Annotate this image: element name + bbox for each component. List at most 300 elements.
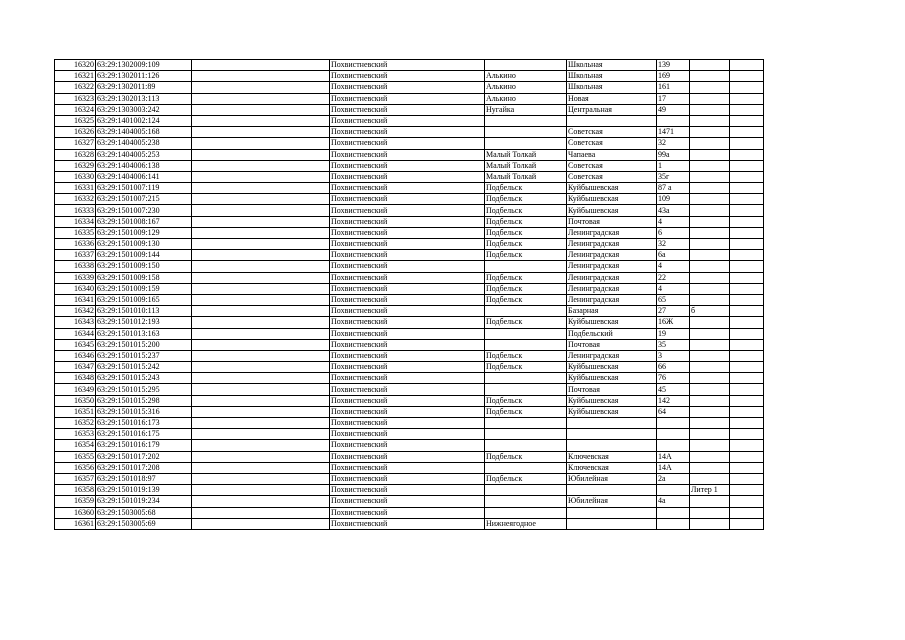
table-row	[55, 485, 764, 496]
row-number-cell: 16357	[55, 473, 96, 484]
empty-cell	[192, 82, 330, 93]
cadastral-number-cell: 63:29:1302011:89	[96, 82, 192, 93]
row-number-cell: 16340	[55, 283, 96, 294]
table-row	[55, 350, 764, 361]
house-cell	[657, 440, 690, 451]
table-row	[55, 418, 764, 429]
district-cell: Похвистневский	[330, 216, 485, 227]
row-number-cell: 16348	[55, 373, 96, 384]
street-cell: Ленинградская	[567, 294, 657, 305]
empty-cell-end	[730, 261, 764, 272]
house-cell: 139	[657, 60, 690, 71]
cadastral-number-cell: 63:29:1501016:175	[96, 429, 192, 440]
row-number-cell: 16328	[55, 149, 96, 160]
locality-cell: Подбельск	[485, 317, 567, 328]
district-cell: Похвистневский	[330, 127, 485, 138]
house-cell: 161	[657, 82, 690, 93]
house-cell: 4	[657, 261, 690, 272]
cadastral-number-cell: 63:29:1501009:159	[96, 283, 192, 294]
extra-cell	[690, 127, 730, 138]
table-row	[55, 429, 764, 440]
empty-cell	[192, 205, 330, 216]
row-number-cell: 16359	[55, 496, 96, 507]
cadastral-number-cell: 63:29:1404005:238	[96, 138, 192, 149]
locality-cell: Подбельск	[485, 250, 567, 261]
extra-cell	[690, 462, 730, 473]
empty-cell-end	[730, 339, 764, 350]
row-number-cell: 16337	[55, 250, 96, 261]
district-cell: Похвистневский	[330, 239, 485, 250]
empty-cell	[192, 373, 330, 384]
extra-cell	[690, 317, 730, 328]
street-cell: Почтовая	[567, 384, 657, 395]
locality-cell: Нугайка	[485, 104, 567, 115]
house-cell: 99а	[657, 149, 690, 160]
house-cell: 87 а	[657, 183, 690, 194]
empty-cell	[192, 216, 330, 227]
locality-cell	[485, 418, 567, 429]
extra-cell	[690, 384, 730, 395]
house-cell: 109	[657, 194, 690, 205]
table-row	[55, 339, 764, 350]
empty-cell-end	[730, 82, 764, 93]
house-cell: 22	[657, 272, 690, 283]
empty-cell-end	[730, 227, 764, 238]
street-cell: Почтовая	[567, 339, 657, 350]
district-cell: Похвистневский	[330, 306, 485, 317]
extra-cell	[690, 272, 730, 283]
extra-cell	[690, 138, 730, 149]
house-cell: 19	[657, 328, 690, 339]
district-cell: Похвистневский	[330, 373, 485, 384]
locality-cell: Подбельск	[485, 283, 567, 294]
extra-cell	[690, 283, 730, 294]
house-cell	[657, 518, 690, 529]
empty-cell-end	[730, 317, 764, 328]
empty-cell	[192, 496, 330, 507]
empty-cell	[192, 227, 330, 238]
extra-cell	[690, 60, 730, 71]
extra-cell	[690, 294, 730, 305]
house-cell: 66	[657, 362, 690, 373]
locality-cell: Подбельск	[485, 216, 567, 227]
row-number-cell: 16361	[55, 518, 96, 529]
district-cell: Похвистневский	[330, 518, 485, 529]
house-cell: 49	[657, 104, 690, 115]
locality-cell: Подбельск	[485, 362, 567, 373]
street-cell: Школьная	[567, 60, 657, 71]
house-cell: 65	[657, 294, 690, 305]
empty-cell	[192, 71, 330, 82]
cadastral-number-cell: 63:29:1501007:230	[96, 205, 192, 216]
locality-cell: Подбельск	[485, 194, 567, 205]
extra-cell	[690, 328, 730, 339]
street-cell	[567, 485, 657, 496]
row-number-cell: 16352	[55, 418, 96, 429]
empty-cell	[192, 485, 330, 496]
row-number-cell: 16325	[55, 115, 96, 126]
house-cell: 4	[657, 216, 690, 227]
street-cell: Куйбышевская	[567, 373, 657, 384]
empty-cell	[192, 473, 330, 484]
district-cell: Похвистневский	[330, 261, 485, 272]
cadastral-number-cell: 63:29:1501016:173	[96, 418, 192, 429]
house-cell: 169	[657, 71, 690, 82]
row-number-cell: 16320	[55, 60, 96, 71]
empty-cell	[192, 451, 330, 462]
table-row	[55, 317, 764, 328]
extra-cell	[690, 429, 730, 440]
house-cell: 27	[657, 306, 690, 317]
extra-cell	[690, 440, 730, 451]
street-cell: Куйбышевская	[567, 362, 657, 373]
district-cell: Похвистневский	[330, 406, 485, 417]
table-row	[55, 518, 764, 529]
empty-cell	[192, 149, 330, 160]
table-row	[55, 261, 764, 272]
district-cell: Похвистневский	[330, 250, 485, 261]
district-cell: Похвистневский	[330, 93, 485, 104]
extra-cell	[690, 507, 730, 518]
empty-cell-end	[730, 127, 764, 138]
cadastral-number-cell: 63:29:1404005:168	[96, 127, 192, 138]
cadastral-number-cell: 63:29:1501007:215	[96, 194, 192, 205]
locality-cell	[485, 384, 567, 395]
empty-cell-end	[730, 272, 764, 283]
extra-cell	[690, 418, 730, 429]
locality-cell	[485, 261, 567, 272]
locality-cell: Алькино	[485, 82, 567, 93]
district-cell: Похвистневский	[330, 507, 485, 518]
table-row	[55, 104, 764, 115]
table-row	[55, 294, 764, 305]
cadastral-number-cell: 63:29:1501019:139	[96, 485, 192, 496]
house-cell: 6	[657, 227, 690, 238]
empty-cell-end	[730, 60, 764, 71]
district-cell: Похвистневский	[330, 82, 485, 93]
street-cell: Ленинградская	[567, 272, 657, 283]
row-number-cell: 16347	[55, 362, 96, 373]
empty-cell	[192, 93, 330, 104]
empty-cell-end	[730, 518, 764, 529]
house-cell: 43а	[657, 205, 690, 216]
extra-cell	[690, 71, 730, 82]
cadastral-number-cell: 63:29:1501015:295	[96, 384, 192, 395]
empty-cell	[192, 518, 330, 529]
empty-cell-end	[730, 250, 764, 261]
district-cell: Похвистневский	[330, 339, 485, 350]
extra-cell	[690, 104, 730, 115]
locality-cell	[485, 496, 567, 507]
empty-cell-end	[730, 418, 764, 429]
cadastral-number-cell: 63:29:1501015:243	[96, 373, 192, 384]
street-cell: Ключевская	[567, 462, 657, 473]
district-cell: Похвистневский	[330, 395, 485, 406]
locality-cell: Подбельск	[485, 473, 567, 484]
row-number-cell: 16343	[55, 317, 96, 328]
row-number-cell: 16356	[55, 462, 96, 473]
district-cell: Похвистневский	[330, 294, 485, 305]
street-cell	[567, 518, 657, 529]
locality-cell: Подбельск	[485, 239, 567, 250]
empty-cell-end	[730, 350, 764, 361]
house-cell: 1	[657, 160, 690, 171]
street-cell: Советская	[567, 127, 657, 138]
street-cell: Куйбышевская	[567, 194, 657, 205]
house-cell: 4а	[657, 496, 690, 507]
empty-cell	[192, 350, 330, 361]
empty-cell	[192, 306, 330, 317]
empty-cell-end	[730, 384, 764, 395]
row-number-cell: 16329	[55, 160, 96, 171]
locality-cell: Нижнеягодное	[485, 518, 567, 529]
street-cell: Чапаева	[567, 149, 657, 160]
house-cell: 4	[657, 283, 690, 294]
locality-cell: Малый Толкай	[485, 171, 567, 182]
locality-cell	[485, 373, 567, 384]
empty-cell	[192, 239, 330, 250]
locality-cell: Малый Толкай	[485, 149, 567, 160]
cadastral-number-cell: 63:29:1501009:165	[96, 294, 192, 305]
locality-cell: Подбельск	[485, 205, 567, 216]
street-cell: Советская	[567, 138, 657, 149]
empty-cell-end	[730, 451, 764, 462]
empty-cell-end	[730, 294, 764, 305]
street-cell	[567, 440, 657, 451]
street-cell: Ленинградская	[567, 261, 657, 272]
table-row	[55, 373, 764, 384]
extra-cell	[690, 473, 730, 484]
cadastral-number-cell: 63:29:1501017:208	[96, 462, 192, 473]
extra-cell: б	[690, 306, 730, 317]
table-row	[55, 250, 764, 261]
house-cell: 76	[657, 373, 690, 384]
district-cell: Похвистневский	[330, 384, 485, 395]
row-number-cell: 16339	[55, 272, 96, 283]
street-cell: Советская	[567, 171, 657, 182]
empty-cell-end	[730, 462, 764, 473]
cadastral-number-cell: 63:29:1501015:316	[96, 406, 192, 417]
cadastral-number-cell: 63:29:1302011:126	[96, 71, 192, 82]
empty-cell-end	[730, 160, 764, 171]
cadastral-number-cell: 63:29:1503005:68	[96, 507, 192, 518]
extra-cell	[690, 451, 730, 462]
locality-cell	[485, 507, 567, 518]
house-cell	[657, 418, 690, 429]
cadastral-number-cell: 63:29:1501015:200	[96, 339, 192, 350]
district-cell: Похвистневский	[330, 451, 485, 462]
row-number-cell: 16358	[55, 485, 96, 496]
row-number-cell: 16360	[55, 507, 96, 518]
empty-cell-end	[730, 362, 764, 373]
street-cell: Советская	[567, 160, 657, 171]
empty-cell-end	[730, 328, 764, 339]
house-cell: 35	[657, 339, 690, 350]
extra-cell	[690, 183, 730, 194]
empty-cell-end	[730, 171, 764, 182]
extra-cell	[690, 518, 730, 529]
empty-cell	[192, 339, 330, 350]
cadastral-number-cell: 63:29:1501012:193	[96, 317, 192, 328]
extra-cell	[690, 149, 730, 160]
cadastral-number-cell: 63:29:1501009:150	[96, 261, 192, 272]
house-cell: 35г	[657, 171, 690, 182]
locality-cell: Подбельск	[485, 395, 567, 406]
street-cell: Юбилейная	[567, 473, 657, 484]
cadastral-number-cell: 63:29:1303003:242	[96, 104, 192, 115]
street-cell: Подбельский	[567, 328, 657, 339]
cadastral-number-cell: 63:29:1501018:97	[96, 473, 192, 484]
empty-cell-end	[730, 507, 764, 518]
locality-cell	[485, 462, 567, 473]
district-cell: Похвистневский	[330, 227, 485, 238]
locality-cell	[485, 429, 567, 440]
table-row	[55, 60, 764, 71]
extra-cell	[690, 82, 730, 93]
locality-cell: Подбельск	[485, 272, 567, 283]
data-table	[54, 59, 764, 530]
extra-cell	[690, 239, 730, 250]
extra-cell	[690, 250, 730, 261]
district-cell: Похвистневский	[330, 473, 485, 484]
cadastral-number-cell: 63:29:1404006:138	[96, 160, 192, 171]
empty-cell-end	[730, 429, 764, 440]
empty-cell	[192, 440, 330, 451]
district-cell: Похвистневский	[330, 71, 485, 82]
empty-cell-end	[730, 395, 764, 406]
district-cell: Похвистневский	[330, 283, 485, 294]
empty-cell-end	[730, 473, 764, 484]
empty-cell	[192, 160, 330, 171]
house-cell: 1471	[657, 127, 690, 138]
district-cell: Похвистневский	[330, 429, 485, 440]
empty-cell-end	[730, 283, 764, 294]
extra-cell	[690, 171, 730, 182]
street-cell: Ленинградская	[567, 227, 657, 238]
district-cell: Похвистневский	[330, 60, 485, 71]
cadastral-number-cell: 63:29:1501015:298	[96, 395, 192, 406]
empty-cell	[192, 250, 330, 261]
empty-cell	[192, 183, 330, 194]
district-cell: Похвистневский	[330, 138, 485, 149]
empty-cell	[192, 194, 330, 205]
locality-cell: Алькино	[485, 71, 567, 82]
table-row	[55, 239, 764, 250]
locality-cell: Подбельск	[485, 183, 567, 194]
empty-cell	[192, 272, 330, 283]
district-cell: Похвистневский	[330, 104, 485, 115]
street-cell: Школьная	[567, 71, 657, 82]
street-cell: Юбилейная	[567, 496, 657, 507]
empty-cell-end	[730, 71, 764, 82]
house-cell: 16Ж	[657, 317, 690, 328]
empty-cell	[192, 115, 330, 126]
row-number-cell: 16324	[55, 104, 96, 115]
empty-cell	[192, 362, 330, 373]
house-cell: 32	[657, 239, 690, 250]
house-cell	[657, 429, 690, 440]
district-cell: Похвистневский	[330, 149, 485, 160]
empty-cell	[192, 418, 330, 429]
extra-cell	[690, 373, 730, 384]
extra-cell	[690, 406, 730, 417]
house-cell	[657, 507, 690, 518]
locality-cell: Подбельск	[485, 227, 567, 238]
empty-cell	[192, 60, 330, 71]
table-row	[55, 473, 764, 484]
extra-cell	[690, 395, 730, 406]
table-row	[55, 171, 764, 182]
cadastral-number-cell: 63:29:1501019:234	[96, 496, 192, 507]
street-cell: Ключевская	[567, 451, 657, 462]
table-row	[55, 406, 764, 417]
table-row	[55, 395, 764, 406]
street-cell: Ленинградская	[567, 283, 657, 294]
district-cell: Похвистневский	[330, 194, 485, 205]
district-cell: Похвистневский	[330, 485, 485, 496]
house-cell: 142	[657, 395, 690, 406]
cadastral-number-cell: 63:29:1404006:141	[96, 171, 192, 182]
extra-cell	[690, 362, 730, 373]
district-cell: Похвистневский	[330, 115, 485, 126]
table-row	[55, 283, 764, 294]
district-cell: Похвистневский	[330, 183, 485, 194]
cadastral-number-cell: 63:29:1501009:130	[96, 239, 192, 250]
row-number-cell: 16321	[55, 71, 96, 82]
row-number-cell: 16334	[55, 216, 96, 227]
district-cell: Похвистневский	[330, 272, 485, 283]
street-cell: Ленинградская	[567, 239, 657, 250]
table-row	[55, 194, 764, 205]
row-number-cell: 16346	[55, 350, 96, 361]
extra-cell	[690, 115, 730, 126]
empty-cell-end	[730, 406, 764, 417]
table-row	[55, 384, 764, 395]
district-cell: Похвистневский	[330, 496, 485, 507]
table-row	[55, 149, 764, 160]
table-body	[55, 60, 764, 530]
house-cell: 14А	[657, 462, 690, 473]
district-cell: Похвистневский	[330, 317, 485, 328]
empty-cell-end	[730, 138, 764, 149]
table-row	[55, 362, 764, 373]
locality-cell	[485, 440, 567, 451]
locality-cell	[485, 328, 567, 339]
district-cell: Похвистневский	[330, 462, 485, 473]
locality-cell: Алькино	[485, 93, 567, 104]
locality-cell	[485, 485, 567, 496]
empty-cell	[192, 261, 330, 272]
cadastral-number-cell: 63:29:1501017:202	[96, 451, 192, 462]
row-number-cell: 16354	[55, 440, 96, 451]
house-cell: 14А	[657, 451, 690, 462]
empty-cell-end	[730, 485, 764, 496]
district-cell: Похвистневский	[330, 440, 485, 451]
table-row	[55, 328, 764, 339]
locality-cell: Подбельск	[485, 451, 567, 462]
district-cell: Похвистневский	[330, 171, 485, 182]
locality-cell: Подбельск	[485, 294, 567, 305]
street-cell: Куйбышевская	[567, 317, 657, 328]
row-number-cell: 16332	[55, 194, 96, 205]
cadastral-number-cell: 63:29:1302013:113	[96, 93, 192, 104]
empty-cell	[192, 127, 330, 138]
district-cell: Похвистневский	[330, 362, 485, 373]
row-number-cell: 16333	[55, 205, 96, 216]
house-cell: 6а	[657, 250, 690, 261]
cadastral-number-cell: 63:29:1501009:144	[96, 250, 192, 261]
street-cell: Базарная	[567, 306, 657, 317]
